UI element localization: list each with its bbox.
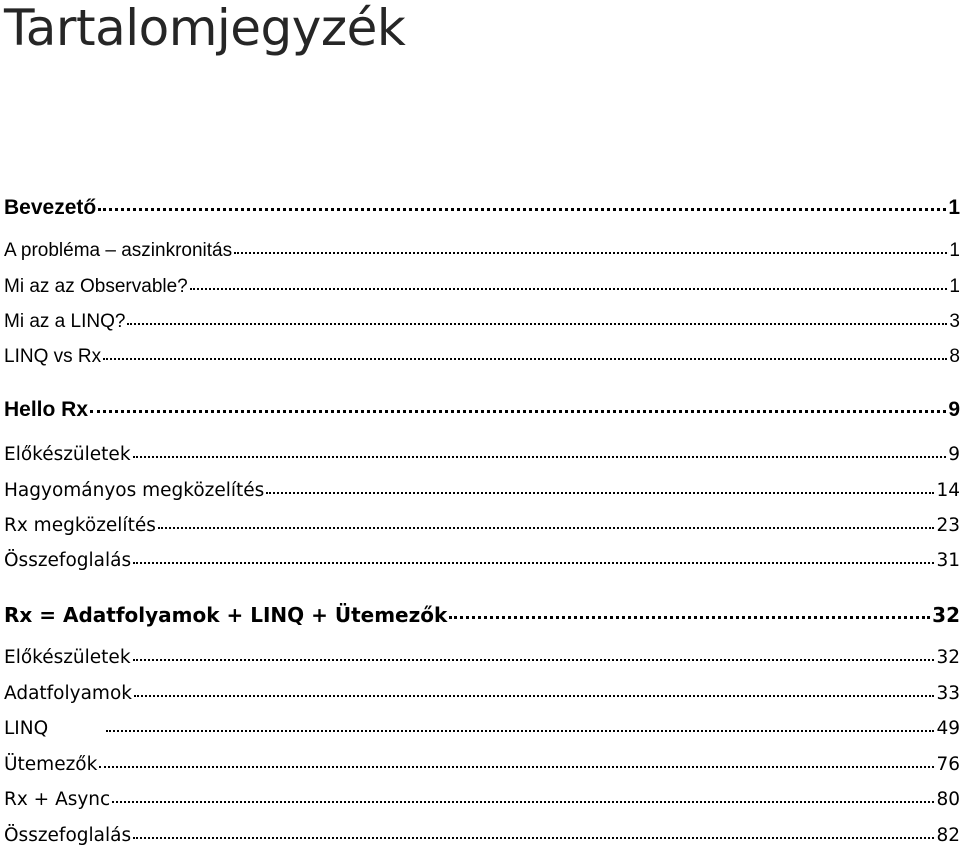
toc-page-number: 23 [936,515,960,536]
dot-leader [190,288,948,290]
toc-page-number: 14 [936,480,960,501]
toc-section-title: Rx megközelítés [4,515,156,536]
toc-section-title: Előkészületek [4,647,131,668]
toc-section-entry[interactable] [4,515,960,545]
toc-page-number: 1 [948,196,960,219]
toc-section-title: Összefoglalás [4,825,132,846]
toc-page-number: 32 [932,603,960,627]
dot-leader [133,562,934,564]
toc-page-number: 80 [936,789,960,810]
dot-leader [158,527,935,529]
toc-chapter-title: Rx = Adatfolyamok + LINQ + Ütemezők [4,603,448,627]
toc-chapter-entry[interactable] [4,603,960,633]
toc-chapter-entry[interactable] [4,398,960,428]
dot-leader [90,410,946,413]
toc-chapter-entry[interactable] [4,196,960,226]
toc-section-entry[interactable] [4,647,960,677]
toc-section-title: LINQ [4,718,49,739]
toc-page-number: 49 [936,718,960,739]
toc-chapter-title: Hello Rx [4,398,89,421]
dot-leader [133,837,934,839]
dot-leader [103,358,947,360]
toc-page-number: 8 [949,346,960,367]
toc-section-title: Mi az az Observable? [4,276,188,297]
toc-section-entry[interactable] [4,240,960,270]
toc-section-entry[interactable] [4,346,960,376]
toc-page-number: 32 [936,647,960,668]
dot-leader [133,659,935,661]
dot-leader [99,766,934,768]
toc-section-entry[interactable] [4,683,960,713]
toc-section-entry[interactable] [4,444,960,474]
toc-section-title: Ütemezők [4,754,98,775]
toc-page-number: 9 [948,398,960,421]
toc-page-number: 9 [948,444,960,465]
toc-page-number: 76 [936,754,960,775]
toc-section-title: Mi az a LINQ? [4,311,126,332]
toc-section-entry[interactable] [4,480,960,510]
dot-leader [234,252,947,254]
toc-page-number: 33 [936,683,960,704]
toc-section-title: Hagyományos megközelítés [4,480,265,501]
toc-section-entry[interactable] [4,550,960,580]
toc-section-entry[interactable] [4,311,960,341]
dot-leader [449,616,930,619]
toc-section-title: LINQ vs Rx [4,346,102,367]
toc-page-number: 82 [936,825,960,846]
toc-section-title: Rx + Async [4,789,111,810]
dot-leader [112,801,934,803]
toc-page-number: 3 [949,311,960,332]
page-title: Tartalomjegyzék [4,0,406,57]
toc-section-title: Előkészületek [4,444,131,465]
dot-leader [106,730,934,732]
toc-section-title: Adatfolyamok [4,683,132,704]
toc-section-entry[interactable] [4,789,960,819]
dot-leader [266,492,934,494]
toc-section-entry[interactable] [4,825,960,855]
toc-section-entry[interactable] [4,276,960,306]
toc-section-entry[interactable] [4,718,960,748]
toc-section-entry[interactable] [4,754,960,784]
dot-leader [134,695,934,697]
dot-leader [98,208,946,211]
toc-chapter-title: Bevezető [4,196,97,219]
toc-section-title: Összefoglalás [4,550,132,571]
dot-leader [127,323,947,325]
dot-leader [133,456,947,458]
toc-page-number: 1 [949,240,960,261]
toc-section-title: A probléma – aszinkronitás [4,240,233,261]
toc-page-number: 31 [936,550,960,571]
toc-page-number: 1 [949,276,960,297]
